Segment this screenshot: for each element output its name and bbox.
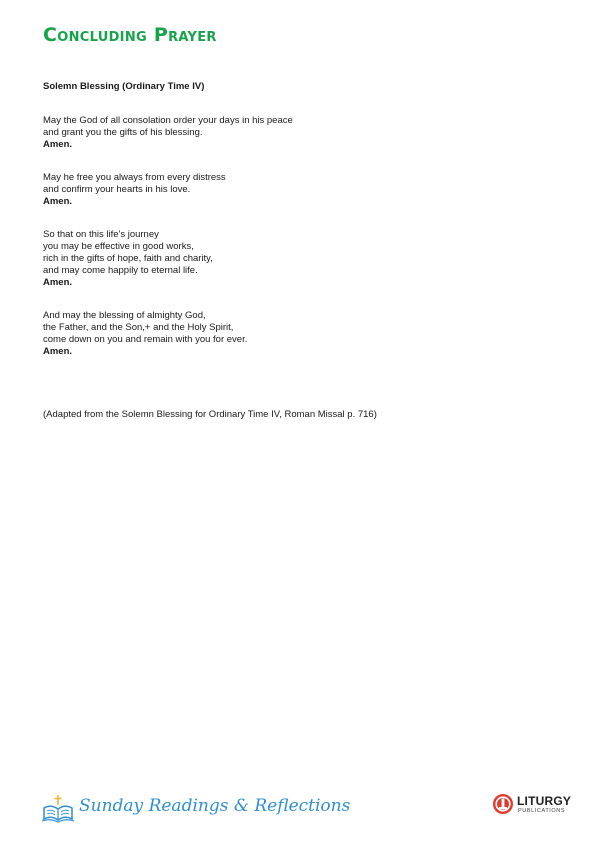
prayer-subtitle: Solemn Blessing (Ordinary Time IV) [43,81,205,92]
response-amen: Amen. [43,277,73,288]
publisher-name: LITURGY [517,794,572,808]
prayer-line: rich in the gifts of hope, faith and charity, [43,253,213,264]
response-amen: Amen. [43,196,73,207]
prayer-line: May the God of all consolation order your days in his peace [43,115,293,126]
footer-brand-block [41,792,351,828]
source-attribution: (Adapted from the Solemn Blessing for Ordinary Time IV, Roman Missal p. 716) [43,409,377,420]
prayer-line: So that on this life's journey [43,229,159,240]
prayer-line: come down on you and remain with you for ever. [43,334,248,345]
prayer-line: the Father, and the Son,+ and the Holy Spirit, [43,322,234,333]
prayer-line: May he free you always from every distress [43,172,226,183]
publisher-subtitle: PUBLICATIONS [518,808,566,814]
prayer-line: And may the blessing of almighty God, [43,310,206,321]
response-amen: Amen. [43,346,73,357]
response-amen: Amen. [43,139,73,150]
stanza [43,115,563,151]
liturgy-logo-icon [492,793,514,815]
stanza [43,229,563,289]
publisher-logo [492,793,582,819]
stanza [43,172,563,208]
prayer-line: and confirm your hearts in his love. [43,184,191,195]
footer-brand-text: Sunday Readings & Reflections [79,796,351,816]
open-book-cross-icon [41,794,75,824]
prayer-line: and grant you the gifts of his blessing. [43,127,203,138]
prayer-line: and may come happily to eternal life. [43,265,198,276]
prayer-line: you may be effective in good works, [43,241,194,252]
stanza [43,310,563,358]
page-title: Concluding Prayer [43,24,217,46]
prayer-content [43,81,563,379]
